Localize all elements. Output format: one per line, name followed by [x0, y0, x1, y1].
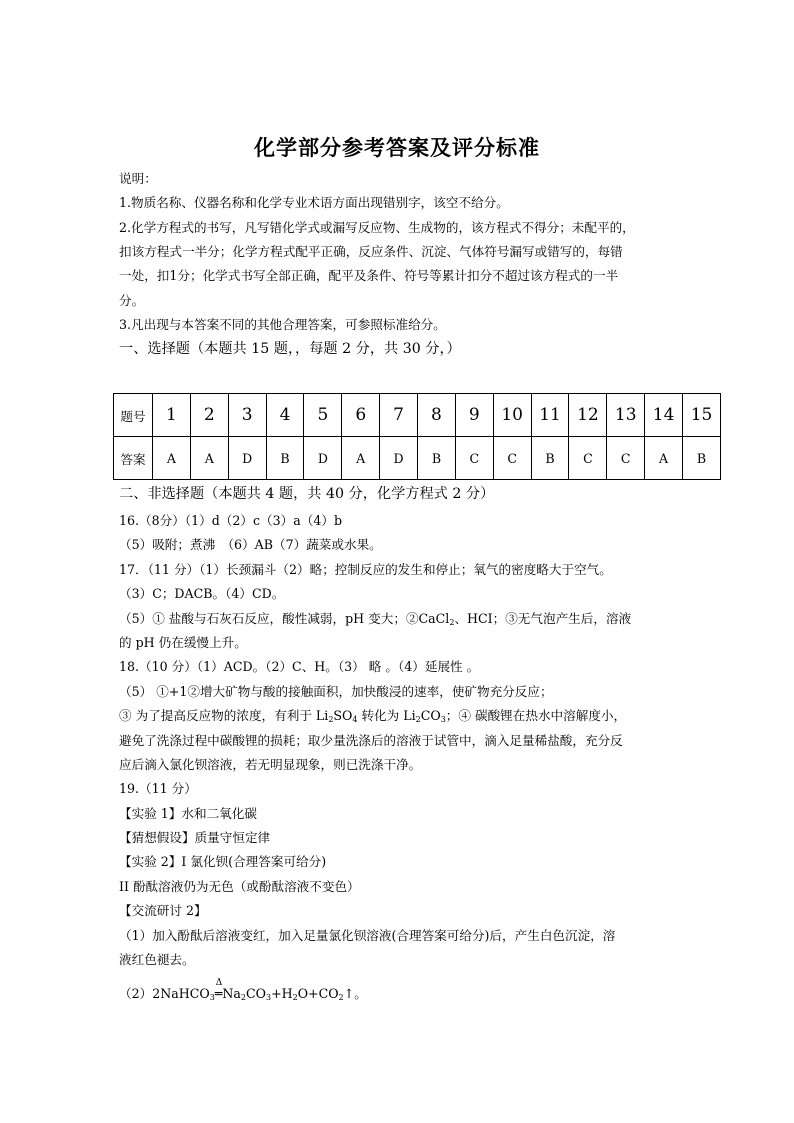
answer-cell: A	[190, 437, 228, 480]
eq-part-2: CO	[246, 986, 266, 1001]
answer-cell: B	[418, 437, 456, 480]
section-1-heading: 一、选择题（本题共 15 题，，每题 2 分，共 30 分，）	[119, 341, 461, 357]
row-label-number: 题号	[114, 394, 153, 437]
eq-sub-4: 2	[292, 993, 298, 1002]
q18-l3-b: SO	[333, 708, 353, 723]
note-2-line-1: 2.化学方程式的书写，凡写错化学式或漏写反应物、生成物的，该方程式不得分；未配平的，	[119, 220, 635, 235]
q19-line-4: 【实验 2】I 氯化钡(合理答案可给分)	[119, 854, 327, 869]
q17-l3-a: （5）① 盐酸与石灰石反应，酸性减弱，pH 变大；②CaCl	[119, 611, 450, 626]
eq-part-5: ↑。	[343, 986, 367, 1001]
answer-cell: A	[645, 437, 683, 480]
heat-condition	[214, 978, 223, 1002]
answer-cell: B	[266, 437, 304, 480]
number-cell: 5	[304, 394, 342, 437]
eq-part-3: +H	[271, 986, 293, 1001]
q16-line-2: （5）吸附；煮沸 （6）AB（7）蔬菜或水果。	[119, 537, 382, 552]
number-cell: 2	[190, 394, 228, 437]
number-cell: 9	[455, 394, 493, 437]
q18-line-3	[119, 708, 679, 724]
number-cell: 1	[153, 394, 191, 437]
answer-cell: C	[493, 437, 531, 480]
eq-prefix: （2）2NaHCO	[119, 986, 210, 1001]
answer-cell: C	[455, 437, 493, 480]
row-label-answer: 答案	[114, 437, 153, 480]
q18-l3-c: 转化为 Li	[357, 708, 416, 723]
q18-line-5: 应后滴入氯化钡溶液，若无明显现象，则已洗涤干净。	[119, 757, 422, 772]
q17-line-2: （3）C；DACB。（4）CD。	[119, 586, 285, 601]
q19-line-6: 【交流研讨 2】	[119, 903, 207, 918]
note-2-line-3: 一处，扣1分；化学式书写全部正确，配平及条件、符号等累计扣分不超过该方程式的一半	[119, 268, 619, 283]
number-cell: 7	[380, 394, 418, 437]
answer-cell: D	[304, 437, 342, 480]
q18-l3-a: ③ 为了提高反应物的浓度，有利于 Li	[119, 708, 329, 723]
q19-line-5: II 酚酞溶液仍为无色（或酚酞溶液不变色）	[119, 879, 360, 894]
answer-cell: D	[228, 437, 266, 480]
q19-line-2: 【实验 1】水和二氧化碳	[119, 806, 257, 821]
eq-sub-3: 3	[265, 993, 272, 1002]
page-title: 化学部分参考答案及评分标准	[254, 136, 540, 160]
number-cell: 6	[342, 394, 380, 437]
q18-l3-e: ；④ 碳酸锂在热水中溶解度小，	[445, 708, 627, 723]
q17-line-1: 17．（11 分）（1）长颈漏斗（2）略；控制反应的发生和停止；氧气的密度略大于空气。	[119, 562, 612, 577]
q18-line-1: 18.（10 分）（1）ACD。（2）C、H。（3） 略 。（4）延展性 。	[119, 659, 480, 674]
eq-part-1: Na	[222, 986, 241, 1001]
answer-cell: A	[342, 437, 380, 480]
number-cell: 13	[607, 394, 645, 437]
number-cell: 14	[645, 394, 683, 437]
answer-table	[113, 393, 721, 480]
eq-sub-5: 2	[338, 993, 344, 1002]
q18-line-2: （5） ①+1②增大矿物与酸的接触面积，加快酸浸的速率，使矿物充分反应；	[119, 684, 553, 699]
delta-symbol: Δ	[215, 978, 223, 988]
q18-l3-d: CO	[420, 708, 441, 723]
q18-l3-sub3: 2	[415, 715, 421, 724]
q17-line-3	[119, 611, 679, 627]
answer-cell: C	[569, 437, 607, 480]
number-cell: 3	[228, 394, 266, 437]
eq-sub-2: 2	[240, 993, 246, 1002]
eq-sub-1: 3	[209, 993, 215, 1002]
q17-l3-sub: 2	[449, 618, 455, 627]
note-2-line-4: 分。	[119, 293, 145, 308]
section-2-heading: 二、非选择题（本题共 4 题，共 40 分，化学方程式 2 分）	[119, 486, 495, 502]
note-1: 1.物质名称、仪器名称和化学专业术语方面出现错别字，该空不给分。	[119, 195, 509, 210]
number-cell: 12	[569, 394, 607, 437]
answer-row	[114, 437, 721, 480]
q17-l3-b: 、HCI；③无气泡产生后，溶液	[454, 611, 632, 626]
note-3: 3.凡出现与本答案不同的其他合理答案，可参照标准给分。	[119, 317, 446, 332]
number-cell: 11	[531, 394, 569, 437]
answer-cell: B	[531, 437, 569, 480]
eq-part-4: O+CO	[297, 986, 339, 1001]
answer-cell: B	[683, 437, 721, 480]
q19-line-8: 液红色褪去。	[119, 952, 195, 967]
q16-line-1: 16.（8分）（1）d（2）c（3）a（4）b	[119, 513, 343, 528]
q19-line-7: （1）加入酚酞后溶液变红，加入足量氯化钡溶液(合理答案可给分)后，产生白色沉淀，溶	[119, 928, 616, 943]
equals-sign: ═	[214, 986, 223, 1001]
question-number-row	[114, 394, 721, 437]
answer-cell: A	[153, 437, 191, 480]
q18-l3-sub4: 3	[440, 715, 446, 724]
number-cell: 8	[418, 394, 456, 437]
answer-cell: D	[380, 437, 418, 480]
q19-line-3: 【猜想假设】质量守恒定律	[119, 830, 271, 845]
q19-line-1: 19.（11 分）	[119, 781, 197, 796]
q18-l3-sub2: 4	[352, 715, 358, 724]
q18-line-4: 避免了洗涤过程中碳酸锂的损耗；取少量洗涤后的溶液于试管中，滴入足量稀盐酸，充分反	[119, 733, 623, 748]
q19-equation	[119, 978, 679, 1002]
q17-line-4: 的 pH 仍在缓慢上升。	[119, 635, 247, 650]
notes-heading: 说明：	[119, 171, 157, 186]
number-cell: 10	[493, 394, 531, 437]
note-2-line-2: 扣该方程式一半分；化学方程式配平正确，反应条件、沉淀、气体符号漏写或错写的，每错	[119, 244, 623, 259]
number-cell: 15	[683, 394, 721, 437]
q18-l3-sub1: 2	[328, 715, 334, 724]
answer-cell: C	[607, 437, 645, 480]
number-cell: 4	[266, 394, 304, 437]
